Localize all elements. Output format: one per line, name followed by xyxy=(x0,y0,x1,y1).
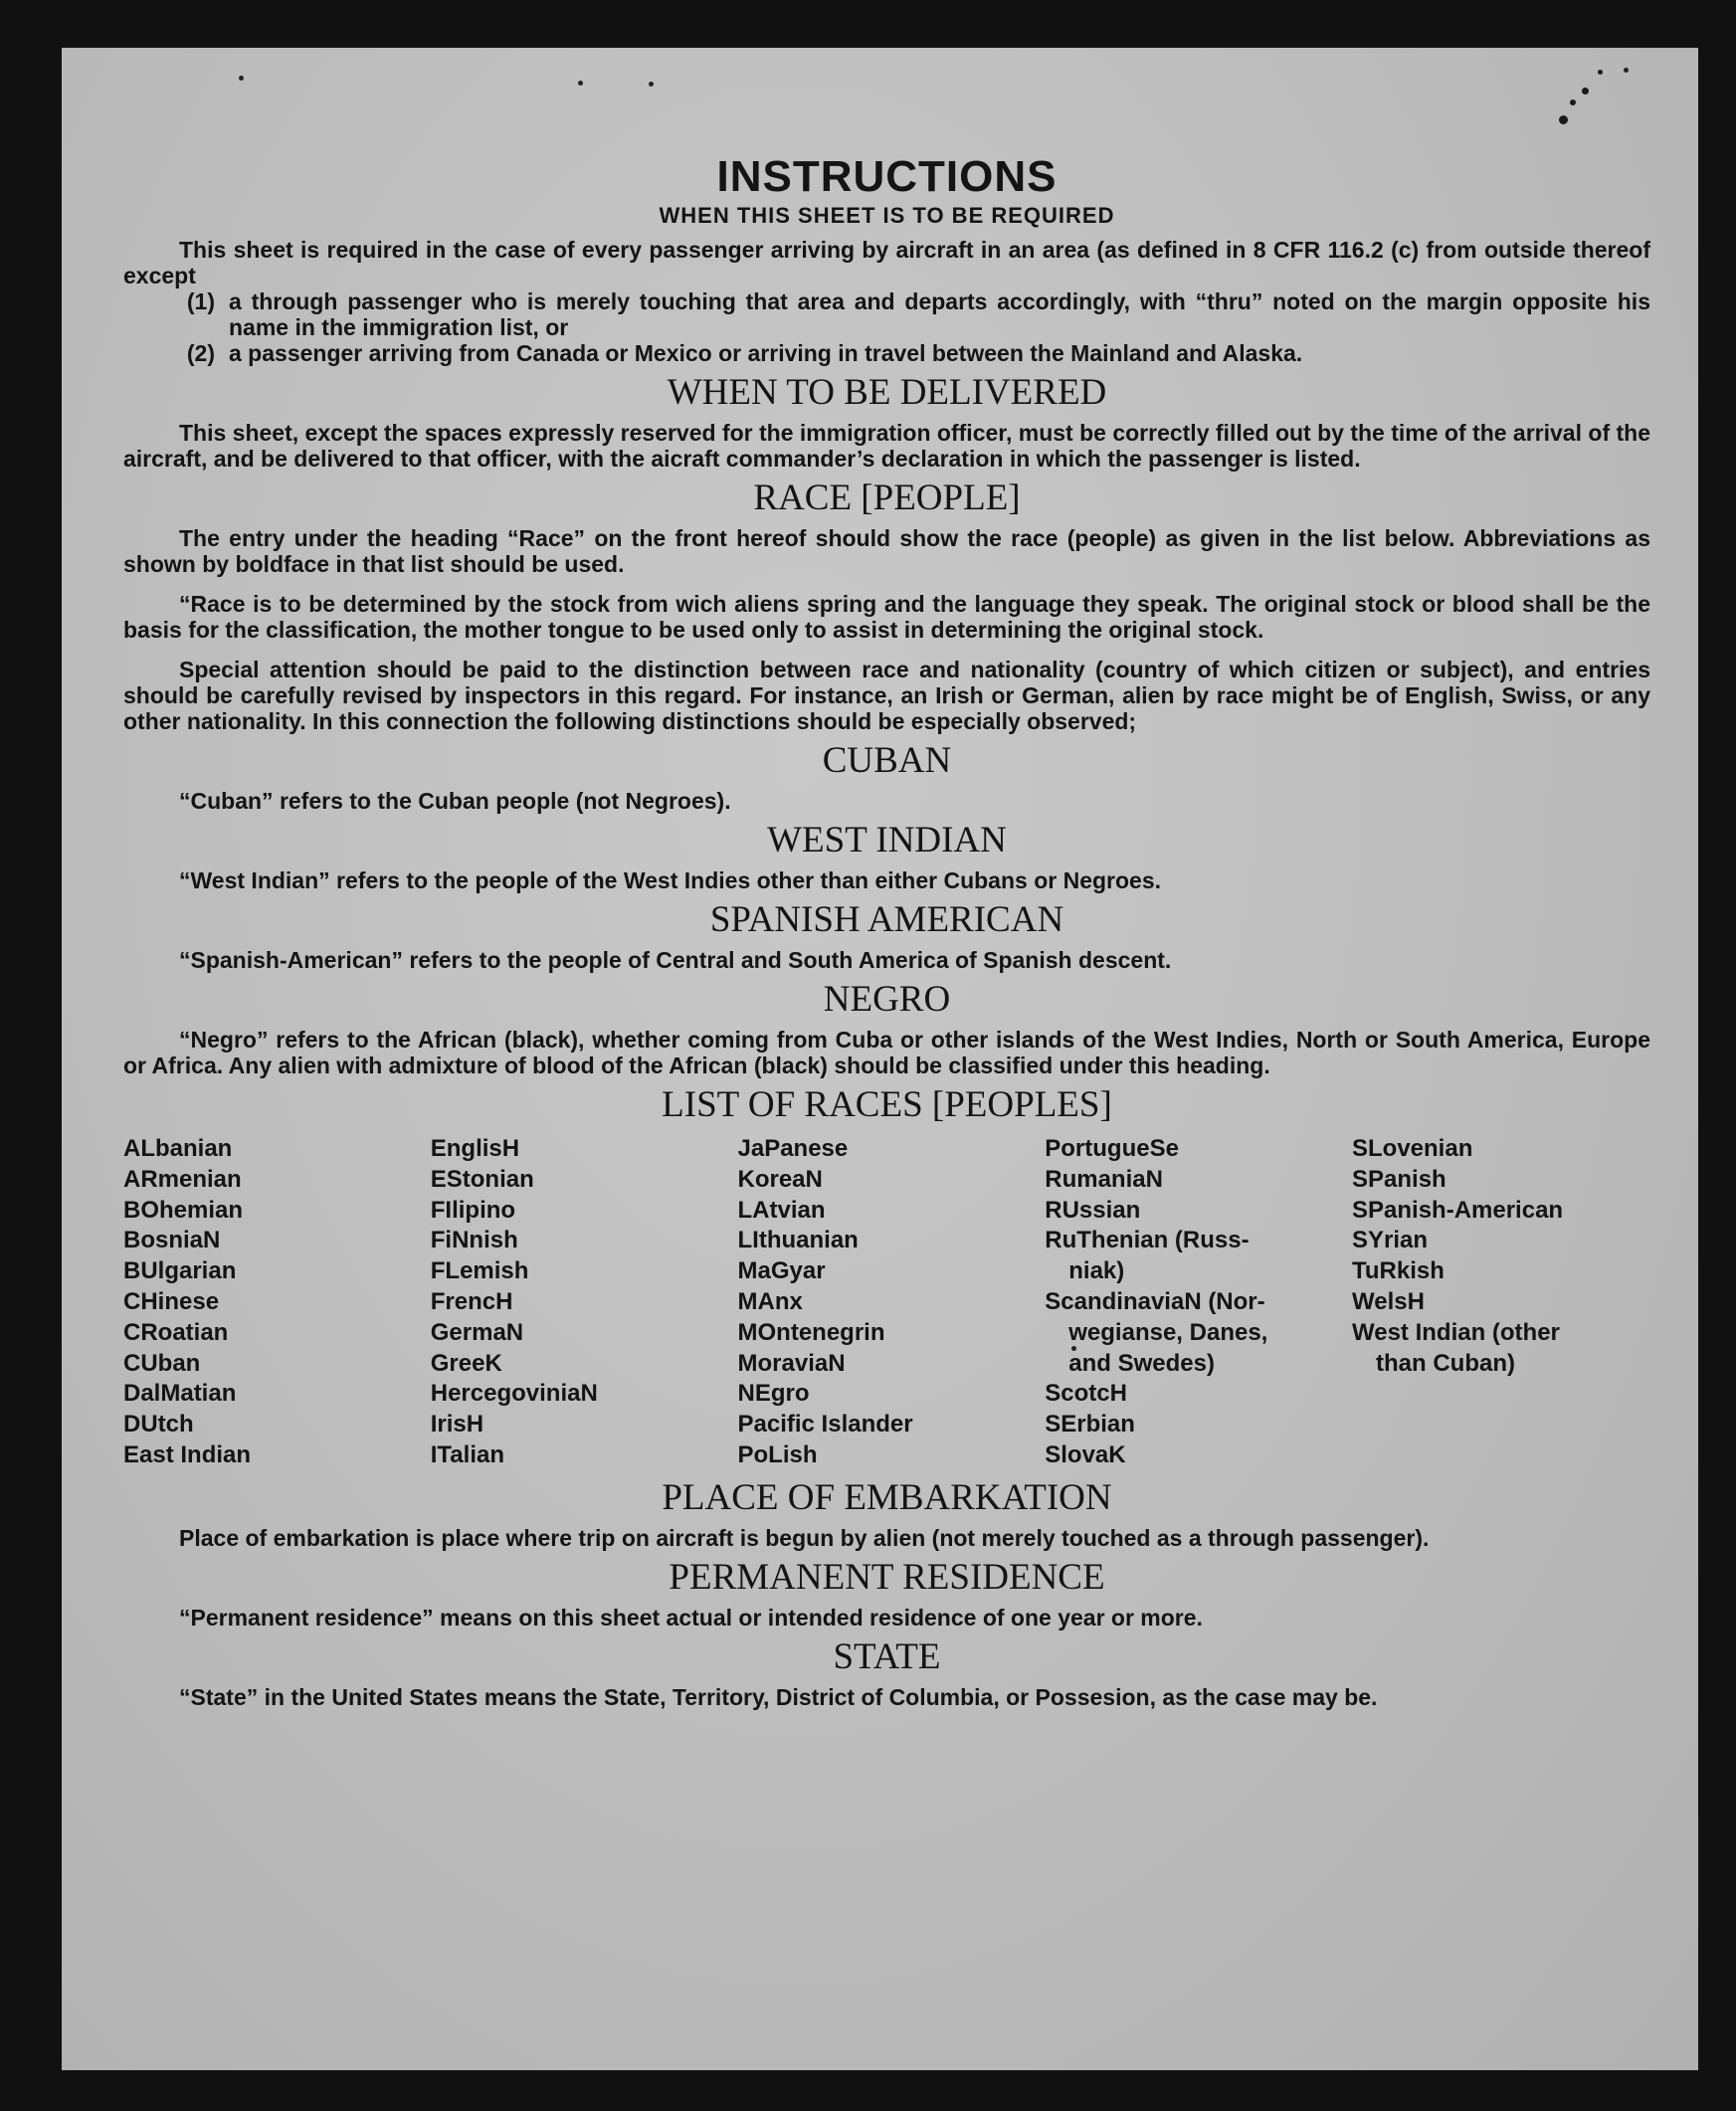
race-item: CHinese xyxy=(123,1287,220,1315)
races-list xyxy=(123,1134,1650,1471)
race-item: BOhemian xyxy=(123,1196,244,1224)
exception-number: (1) xyxy=(186,288,215,314)
race-item: RUssian xyxy=(1045,1196,1141,1224)
race-item: SPanish-American xyxy=(1352,1196,1564,1224)
page-subtitle: WHEN THIS SHEET IS TO BE REQUIRED xyxy=(659,203,1115,228)
race-item: FrencH xyxy=(430,1287,513,1315)
race-item: EnglisH xyxy=(430,1135,520,1162)
race-item: DalMatian xyxy=(123,1380,237,1408)
cuban-text: “Cuban” refers to the Cuban people (not Negroes). xyxy=(179,788,731,814)
ink-smudge xyxy=(1570,99,1576,105)
race-item: SErbian xyxy=(1045,1411,1135,1439)
race-item: BosniaN xyxy=(123,1227,221,1254)
races-column xyxy=(1045,1134,1343,1471)
race-item: DUtch xyxy=(123,1411,194,1439)
section-heading-residence: PERMANENT RESIDENCE xyxy=(669,1556,1105,1598)
race-item: MaGyar xyxy=(737,1257,826,1285)
ink-smudge xyxy=(1582,88,1589,95)
ink-smudge xyxy=(1559,115,1568,124)
section-heading-cuban: CUBAN xyxy=(822,740,952,781)
race-item: TuRkish xyxy=(1352,1257,1445,1285)
section-heading-negro: NEGRO xyxy=(823,979,951,1020)
speck-mark xyxy=(578,81,583,86)
race-item: IrisH xyxy=(430,1411,484,1439)
speck-mark xyxy=(649,82,654,87)
race-item: niak) xyxy=(1068,1257,1125,1285)
races-column xyxy=(123,1134,422,1471)
exception-item xyxy=(123,340,1650,366)
section-heading-delivered: WHEN TO BE DELIVERED xyxy=(667,372,1107,413)
section-heading-west-indian: WEST INDIAN xyxy=(767,820,1007,861)
exception-item xyxy=(123,288,1650,340)
race-item: SLovenian xyxy=(1352,1135,1473,1162)
race-item: SlovaK xyxy=(1045,1440,1126,1468)
race-item: CUban xyxy=(123,1349,201,1377)
race-item: CRoatian xyxy=(123,1318,229,1346)
race-item: HercegoviniaN xyxy=(430,1380,598,1408)
section-heading-list-of-races: LIST OF RACES [PEOPLES] xyxy=(662,1084,1112,1125)
race-item: FiNnish xyxy=(430,1227,518,1254)
required-intro: This sheet is required in the case of every passenger arriving by aircraft in an area (as defined in 8 CFR 116.2 (c) from outside thereof except xyxy=(123,237,1650,288)
race-item: JaPanese xyxy=(737,1135,849,1162)
race-item: LIthuanian xyxy=(737,1227,859,1254)
section-heading-embarkation: PLACE OF EMBARKATION xyxy=(662,1476,1112,1518)
negro-text: “Negro” refers to the African (black), whether coming from Cuba or other islands of the West Indies, North or South America, Europe or Africa. Any alien with admixture of blood of the African (black) should be classified under this heading. xyxy=(123,1027,1650,1078)
race-item: BUlgarian xyxy=(123,1257,237,1285)
races-column xyxy=(1352,1134,1650,1471)
race-item: RuThenian (Russ- xyxy=(1045,1227,1250,1254)
section-heading-spanish-american: SPANISH AMERICAN xyxy=(709,899,1064,940)
state-text: “State” in the United States means the State, Territory, District of Columbia, or Possesion, as the case may be. xyxy=(179,1683,1378,1710)
exception-number: (2) xyxy=(186,340,215,366)
races-column xyxy=(738,1134,1037,1471)
race-item: ITalian xyxy=(430,1440,504,1468)
exception-text: a passenger arriving from Canada or Mexico or arriving in travel between the Mainland and Alaska. xyxy=(229,340,1303,366)
race-item: SPanish xyxy=(1352,1165,1447,1193)
spanish-american-text: “Spanish-American” refers to the people of Central and South America of Spanish descent. xyxy=(179,947,1172,973)
west-indian-text: “West Indian” refers to the people of the West Indies other than either Cubans or Negroes. xyxy=(179,867,1162,893)
race-item: than Cuban) xyxy=(1376,1349,1515,1377)
race-item: WelsH xyxy=(1352,1287,1425,1315)
page-title: INSTRUCTIONS xyxy=(716,152,1058,201)
delivered-text: This sheet, except the spaces expressly reserved for the immigration officer, must be correctly filled out by the time of the arrival of the aircraft, and be delivered to that officer, with the aicraft commander’s declaration in which the passenger is listed. xyxy=(123,420,1650,472)
race-item: wegianse, Danes, xyxy=(1068,1318,1268,1346)
speck-mark xyxy=(239,76,244,81)
race-item: MOntenegrin xyxy=(737,1318,885,1346)
race-item: SYrian xyxy=(1352,1227,1429,1254)
races-column xyxy=(431,1134,729,1471)
residence-text: “Permanent residence” means on this sheet actual or intended residence of one year or more. xyxy=(179,1604,1203,1631)
race-item: GermaN xyxy=(430,1318,524,1346)
race-item: and Swedes) xyxy=(1068,1349,1215,1377)
ink-smudge xyxy=(1598,70,1603,75)
race-item: ScotcH xyxy=(1045,1380,1127,1408)
race-item: East Indian xyxy=(123,1440,252,1468)
race-item: Pacific Islander xyxy=(737,1411,913,1439)
race-item: GreeK xyxy=(430,1349,502,1377)
race-item: RumaniaN xyxy=(1045,1165,1163,1193)
race-paragraph-2: “Race is to be determined by the stock from wich aliens spring and the language they speak. The original stock or blood shall be the basis for the classification, the mother tongue to be used only to assist in determining the original stock. xyxy=(123,591,1650,643)
race-paragraph-3: Special attention should be paid to the distinction between race and nationality (country of which citizen or subject), and entries should be carefully revised by inspectors in this regard. For instance, an Irish or German, alien by race might be of English, Swiss, or any other nationality. In this connection the following distinctions should be especially observed; xyxy=(123,657,1650,734)
race-p1-start: The entry under the heading “Race” on the front hereof should show the race (people) as given in the list below. Abbreviations as shown by xyxy=(123,525,1650,577)
race-item: EStonian xyxy=(430,1165,534,1193)
race-item: ARmenian xyxy=(123,1165,242,1193)
race-item: ScandinaviaN (Nor- xyxy=(1045,1287,1265,1315)
section-heading-state: STATE xyxy=(833,1635,941,1677)
race-item: PortugueSe xyxy=(1045,1135,1179,1162)
race-paragraph-1 xyxy=(123,525,1650,577)
race-item: PoLish xyxy=(737,1440,818,1468)
document-page xyxy=(62,48,1698,2070)
race-p1-bold: boldface xyxy=(235,551,330,577)
race-item: FLemish xyxy=(430,1257,529,1285)
race-p1-end: in that list should be used. xyxy=(329,551,625,577)
race-item: MoraviaN xyxy=(737,1349,846,1377)
race-item: NEgro xyxy=(737,1380,810,1408)
speck-mark xyxy=(1624,68,1629,73)
race-item: West Indian (other xyxy=(1352,1318,1560,1346)
race-item: KoreaN xyxy=(737,1165,823,1193)
section-heading-race: RACE [PEOPLE] xyxy=(753,478,1021,518)
race-item: MAnx xyxy=(737,1287,803,1315)
race-item: FIlipino xyxy=(430,1196,516,1224)
race-item: LAtvian xyxy=(737,1196,826,1224)
instructions-content xyxy=(123,151,1650,1710)
race-item: ALbanian xyxy=(123,1135,233,1162)
exception-text: a through passenger who is merely touching that area and departs accordingly, with “thru” noted on the margin opposite his name in the immigration list, or xyxy=(229,288,1650,340)
embarkation-text: Place of embarkation is place where trip on aircraft is begun by alien (not merely touched as a through passenger). xyxy=(179,1524,1430,1551)
